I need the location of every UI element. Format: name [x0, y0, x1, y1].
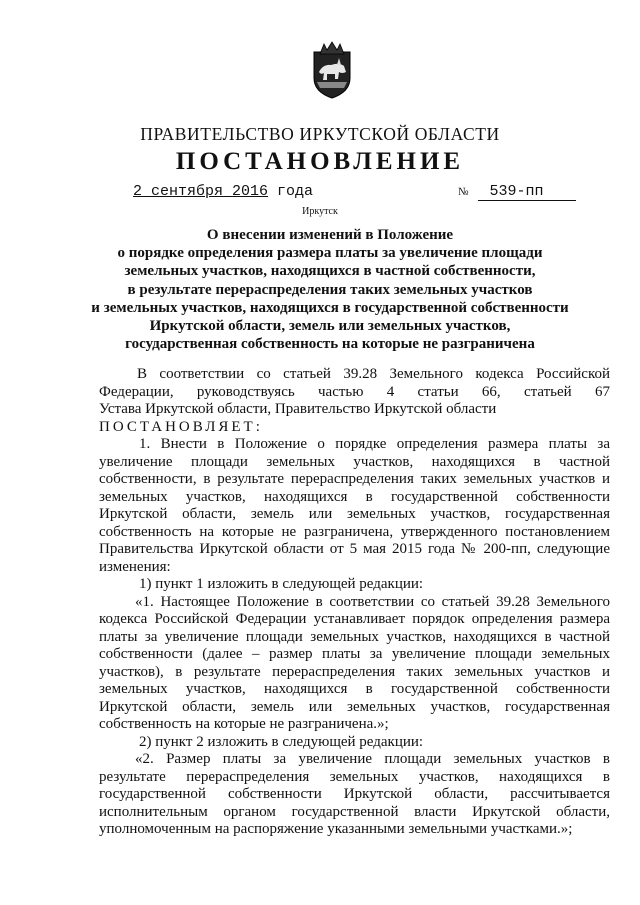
date-suffix: года	[277, 183, 314, 200]
body-line: Правительства Иркутской области от 5 мая 2015 года № 200-пп, следующие	[99, 541, 610, 557]
body-line: результате перераспределения земельных участков, находящихся в	[99, 768, 610, 785]
body-line: собственность на которые не разграничена, утвержденного постановлением	[99, 523, 610, 540]
document-date	[133, 183, 313, 200]
body-line: исполнительным органом государственной власти Иркутской области,	[99, 803, 610, 820]
body-line: 1. Внести в Положение о порядке определения размера платы за	[139, 436, 610, 452]
body-line: «2. Размер платы за увеличение площади земельных участков в	[135, 751, 610, 767]
title-line: и земельных участков, находящихся в государственной собственности	[91, 299, 569, 316]
body-line: Устава Иркутской области, Правительство Иркутской области	[99, 401, 497, 417]
body-line: земельных участков, находящихся в государственной собственности	[99, 681, 610, 697]
body-line: собственности (далее – размер платы за увеличение площади земельных	[99, 646, 610, 662]
title-line: о порядке определения размера платы за увеличение площади	[117, 245, 543, 262]
body-line: уполномоченным на распоряжение указанными земельными участками.»;	[99, 821, 573, 837]
body-line: Иркутской области, земель или земельных участков, государственная	[99, 698, 610, 715]
title-line: Иркутской области, земель или земельных участков,	[149, 318, 511, 335]
body-line: Федерации, руководствуясь частью 4 статьи 66, статьей 67	[99, 383, 610, 400]
body-line: участков), в результате перераспределения таких земельных участков и	[99, 663, 610, 680]
body-line: В соответствии со статьей 39.28 Земельного кодекса Российской	[137, 366, 610, 382]
body-line: изменения:	[99, 558, 171, 575]
title-line: земельных участков, находящихся в частной собственности,	[124, 263, 536, 280]
body-line: земельных участков, находящихся в государственной собственности	[99, 488, 610, 505]
document-number	[458, 183, 576, 201]
document-title	[60, 226, 600, 353]
body-line: 2) пункт 2 изложить в следующей редакции:	[139, 733, 424, 750]
title-line: в результате перераспределения таких земельных участков	[127, 281, 533, 298]
body-line: кодекса Российской Федерации устанавливает порядок определения размера	[99, 611, 610, 627]
body-line: увеличение площади земельных участков, находящихся в частной	[99, 453, 610, 470]
decree-word: ПОСТАНОВЛЯЕТ:	[99, 418, 263, 435]
body-line: государственной собственности Иркутской области, рассчитывается	[99, 786, 610, 802]
body-line: собственности, в результате перераспределения таких земельных участков и	[99, 471, 610, 487]
body-line: платы за увеличение площади земельных участков, находящихся в частной	[99, 628, 610, 645]
document-body	[99, 366, 610, 839]
body-line: собственность на которые не разграничена.»;	[99, 716, 389, 732]
body-line: «1. Настоящее Положение в соответствии со статьей 39.28 Земельного	[135, 593, 610, 610]
number-value: 539-пп	[478, 183, 576, 201]
document-type: ПОСТАНОВЛЕНИЕ	[175, 148, 465, 175]
title-line: государственная собственность на которые не разграничена	[125, 336, 535, 353]
title-line: О внесении изменений в Положение	[206, 227, 454, 243]
body-line: Иркутской области, земель или земельных участков, государственная	[99, 506, 610, 522]
date-value: 2 сентября 2016	[133, 183, 269, 200]
body-line: 1) пункт 1 изложить в следующей редакции:	[139, 576, 424, 592]
number-symbol: №	[458, 186, 469, 198]
place-of-issue: Иркутск	[302, 206, 338, 217]
organization-name: ПРАВИТЕЛЬСТВО ИРКУТСКОЙ ОБЛАСТИ	[140, 124, 500, 144]
coat-of-arms-icon	[311, 38, 353, 100]
